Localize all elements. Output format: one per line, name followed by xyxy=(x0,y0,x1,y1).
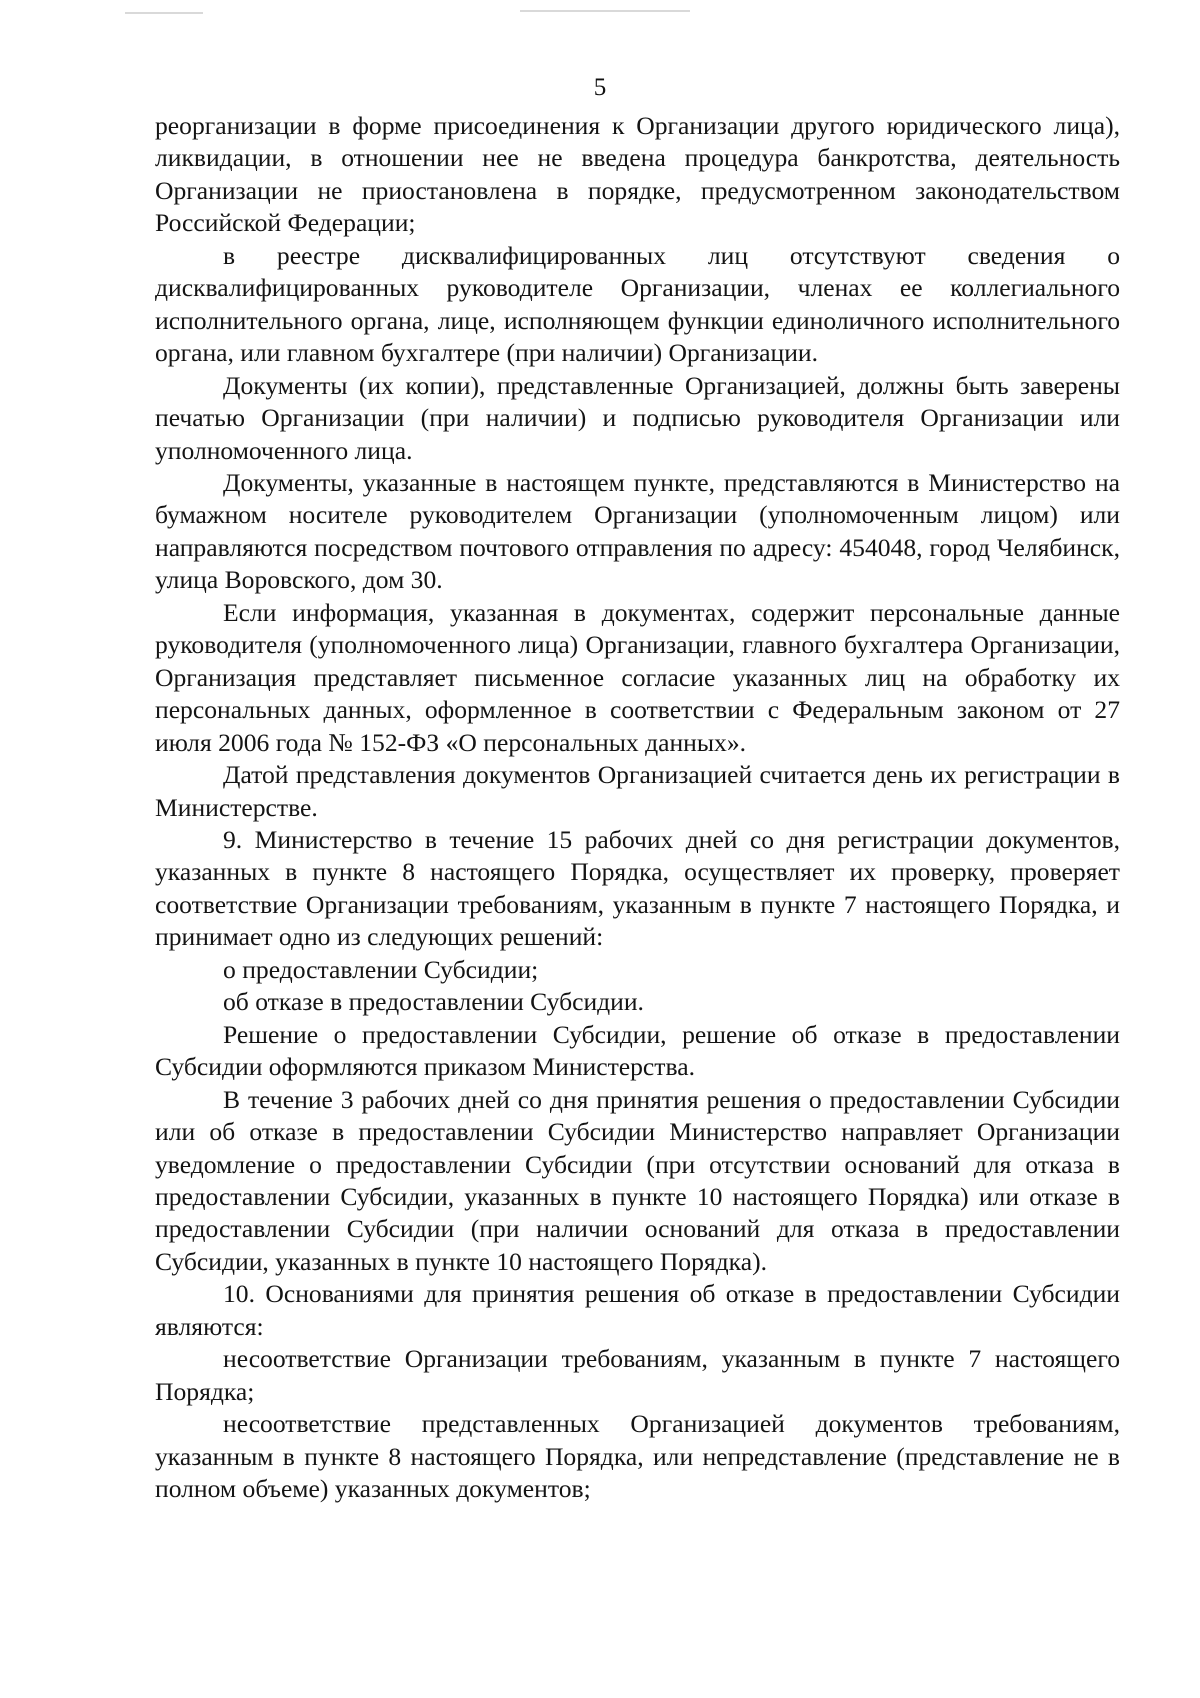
paragraph: Датой представления документов Организацией считается день их регистрации в Министерстве. xyxy=(155,760,1120,822)
paragraph: о предоставлении Субсидии; xyxy=(223,954,539,984)
document-body xyxy=(155,110,1120,1505)
paragraph: несоответствие Организации требованиям, указанным в пункте 7 настоящего Порядка; xyxy=(155,1344,1120,1406)
paragraph: об отказе в предоставлении Субсидии. xyxy=(223,987,644,1017)
page-number: 5 xyxy=(593,74,607,101)
scan-artifact xyxy=(520,10,690,12)
paragraph: 9. Министерство в течение 15 рабочих дней со дня регистрации документов, указанных в пункте 8 настоящего Порядка, осуществляет их проверку, проверяет соответствие Организации требованиям, указанным в пункте 7 настоящего Порядка, и принимает одно из следующих решений: xyxy=(155,824,1120,952)
paragraph: В течение 3 рабочих дней со дня принятия решения о предоставлении Субсидии или об отказе в предоставлении Субсидии Министерство направляет Организации уведомление о предоставлении Субсидии (при отсутствии оснований для отказа в предоставлении Субсидии, указанных в пункте 10 настоящего Порядка) или отказе в предоставлении Субсидии (при наличии оснований для отказа в предоставлении Субсидии, указанных в пункте 10 настоящего Порядка). xyxy=(155,1084,1120,1276)
paragraph: несоответствие представленных Организацией документов требованиям, указанным в пункте 8 настоящего Порядка, или непредставление (представление не в полном объеме) указанных документов; xyxy=(155,1409,1120,1504)
paragraph: реорганизации в форме присоединения к Организации другого юридического лица), ликвидации, в отношении нее не введена процедура банкротства, деятельность Организации не приостановлена в порядке, предусмотренном законодательством Российской Федерации; xyxy=(155,111,1120,238)
paragraph: Документы, указанные в настоящем пункте, представляются в Министерство на бумажном носителе руководителем Организации (уполномоченным лицом) или направляются посредством почтового отправления по адресу: 454048, город Челябинск, улица Воровского, дом 30. xyxy=(155,467,1120,595)
paragraph: Решение о предоставлении Субсидии, решение об отказе в предоставлении Субсидии оформляются приказом Министерства. xyxy=(155,1019,1120,1082)
scan-artifact xyxy=(125,12,203,14)
paragraph: Документы (их копии), представленные Организацией, должны быть заверены печатью Организации (при наличии) и подписью руководителя Организации или уполномоченного лица. xyxy=(155,370,1120,465)
paragraph: Если информация, указанная в документах, содержит персональные данные руководителя (уполномоченного лица) Организации, главного бухгалтера Организации, Организация представляет письменное согласие указанных лиц на обработку их персональных данных, оформленное в соответствии с Федеральным законом от 27 июля 2006 года № 152-ФЗ «О персональных данных». xyxy=(155,597,1120,757)
paragraph: в реестре дисквалифицированных лиц отсутствуют сведения о дисквалифицированных руководителе Организации, членах ее коллегиального исполнительного органа, лице, исполняющем функции единоличного исполнительного органа, или главном бухгалтере (при наличии) Организации. xyxy=(155,240,1120,368)
paragraph: 10. Основаниями для принятия решения об отказе в предоставлении Субсидии являются: xyxy=(155,1279,1120,1341)
